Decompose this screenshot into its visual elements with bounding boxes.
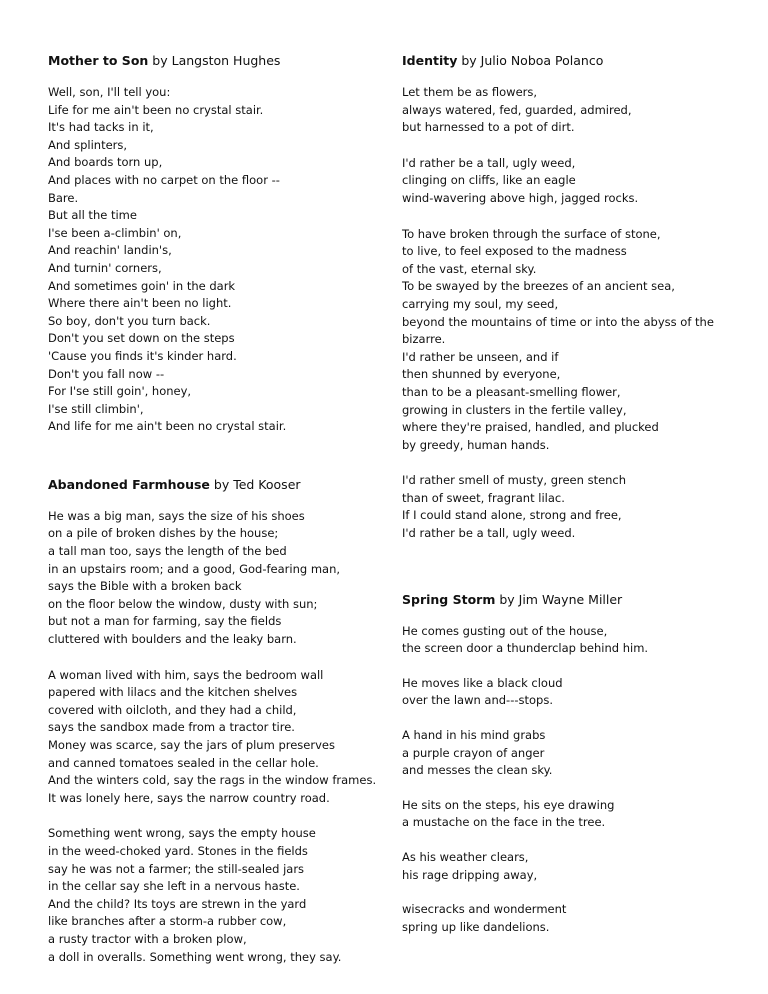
poem-line: and canned tomatoes sealed in the cellar hole. — [48, 755, 319, 770]
poem-line: wind-wavering above high, jagged rocks. — [402, 190, 639, 205]
poem-line: He sits on the steps, his eye drawing — [402, 797, 615, 812]
poem-line: Bare. — [48, 190, 79, 205]
poem-byline: by Julio Noboa Polanco — [461, 53, 604, 68]
poem-line: by greedy, human hands. — [402, 437, 550, 452]
poem-line: I'se still climbin', — [48, 401, 144, 416]
stanza — [402, 155, 722, 208]
poem-heading — [48, 52, 378, 70]
poem-line: It's had tacks in it, — [48, 120, 154, 135]
poem-line: carrying my soul, my seed, — [402, 296, 559, 311]
poem-line: beyond the mountains of time or into the abyss of the bizarre. — [402, 314, 714, 347]
stanza — [402, 849, 722, 884]
poem-line: Don't you fall now -- — [48, 366, 165, 381]
poem-line: than of sweet, fragrant lilac. — [402, 490, 565, 505]
poem-line: then shunned by everyone, — [402, 367, 561, 382]
poem-line: He moves like a black cloud — [402, 675, 563, 690]
poem-line: And boards torn up, — [48, 155, 163, 170]
poem-line: says the sandbox made from a tractor tire. — [48, 720, 295, 735]
poem-line: a rusty tractor with a broken plow, — [48, 931, 247, 946]
poem-line: a purple crayon of anger — [402, 745, 545, 760]
poem-line: a mustache on the face in the tree. — [402, 815, 606, 830]
poem-line: spring up like dandelions. — [402, 919, 550, 934]
poem-line: I'd rather smell of musty, green stench — [402, 473, 627, 488]
poem-line: over the lawn and---stops. — [402, 693, 553, 708]
poem-line: So boy, don't you turn back. — [48, 313, 211, 328]
poem-line: To be swayed by the breezes of an ancient sea, — [402, 279, 675, 294]
poem-line: to live, to feel exposed to the madness — [402, 244, 627, 259]
poem-line: Let them be as flowers, — [402, 85, 538, 99]
poem-identity — [402, 52, 722, 543]
poem-line: of the vast, eternal sky. — [402, 261, 537, 276]
poem-line: Where there ain't been no light. — [48, 296, 232, 311]
stanza — [402, 472, 722, 542]
poem-line: wisecracks and wonderment — [402, 902, 567, 917]
poem-line: And life for me ain't been no crystal stair. — [48, 419, 287, 434]
poem-line: a doll in overalls. Something went wrong, they say. — [48, 949, 342, 964]
poem-line: And splinters, — [48, 137, 128, 152]
poem-title: Mother to Son — [48, 53, 149, 68]
poem-line: says the Bible with a broken back — [48, 579, 242, 594]
stanza — [48, 84, 378, 436]
stanza — [402, 226, 722, 455]
poem-line: papered with lilacs and the kitchen shelves — [48, 685, 298, 700]
poem-line: I'se been a-climbin' on, — [48, 225, 182, 240]
poem-line: like branches after a storm-a rubber cow, — [48, 914, 287, 929]
poem-line: He was a big man, says the size of his shoes — [48, 508, 305, 523]
poem-line: on a pile of broken dishes by the house; — [48, 526, 279, 541]
poem-line: in an upstairs room; and a good, God-fearing man, — [48, 561, 341, 576]
poem-line: I'd rather be a tall, ugly weed. — [402, 526, 576, 541]
poem-line: covered with oilcloth, and they had a child, — [48, 702, 297, 717]
poem-line: but harnessed to a pot of dirt. — [402, 120, 575, 135]
poem-line: If I could stand alone, strong and free, — [402, 508, 622, 523]
poem-heading — [402, 52, 722, 70]
poem-heading — [48, 476, 378, 494]
poem-line: I'd rather be a tall, ugly weed, — [402, 155, 576, 170]
stanza — [402, 901, 722, 936]
poem-line: A woman lived with him, says the bedroom wall — [48, 667, 324, 682]
poem-line: a tall man too, says the length of the bed — [48, 544, 287, 559]
poem-line: his rage dripping away, — [402, 867, 538, 882]
poem-line: It was lonely here, says the narrow country road. — [48, 790, 330, 805]
poem-mother-to-son — [48, 52, 378, 436]
poem-title: Abandoned Farmhouse — [48, 476, 210, 492]
poem-line: the screen door a thunderclap behind him. — [402, 641, 649, 656]
poem-line: clinging on cliffs, like an eagle — [402, 173, 576, 188]
poem-line: He comes gusting out of the house, — [402, 623, 608, 638]
stanza — [402, 84, 722, 137]
poem-line: Life for me ain't been no crystal stair. — [48, 102, 264, 117]
stanza — [48, 667, 378, 808]
poem-byline: by Langston Hughes — [152, 53, 281, 68]
poem-line: Well, son, I'll tell you: — [48, 85, 171, 99]
poem-line: And the winters cold, say the rags in the window frames. — [48, 773, 377, 788]
poem-line: And places with no carpet on the floor -- — [48, 172, 280, 187]
poem-line: but not a man for farming, say the fields — [48, 614, 282, 629]
poem-line: than to be a pleasant-smelling flower, — [402, 384, 621, 399]
poem-line: For I'se still goin', honey, — [48, 384, 192, 399]
poem-byline: by Jim Wayne Miller — [499, 591, 623, 607]
poem-line: A hand in his mind grabs — [402, 728, 546, 743]
poem-line: growing in clusters in the fertile valley, — [402, 402, 627, 417]
poem-line: cluttered with boulders and the leaky barn. — [48, 632, 297, 647]
poem-title: Spring Storm — [402, 591, 496, 607]
poem-line: Money was scarce, say the jars of plum preserves — [48, 738, 335, 752]
poem-line: in the cellar say she left in a nervous haste. — [48, 879, 300, 894]
stanza — [402, 675, 722, 710]
poem-line: say he was not a farmer; the still-sealed jars — [48, 861, 305, 876]
right-column — [402, 52, 722, 953]
stanza — [402, 797, 722, 832]
poem-line: As his weather clears, — [402, 850, 529, 864]
poem-spring-storm — [402, 591, 722, 937]
poem-line: on the floor below the window, dusty with sun; — [48, 596, 318, 611]
poem-byline: by Ted Kooser — [213, 476, 301, 492]
poem-heading — [402, 591, 722, 609]
poem-line: where they're praised, handled, and plucked — [402, 420, 659, 435]
poem-line: Don't you set down on the steps — [48, 331, 235, 346]
poem-line: And sometimes goin' in the dark — [48, 278, 236, 293]
poem-line: Something went wrong, says the empty house — [48, 826, 316, 841]
poem-line: in the weed-choked yard. Stones in the fields — [48, 843, 308, 858]
poem-line: and messes the clean sky. — [402, 763, 553, 778]
stanza — [402, 623, 722, 658]
stanza — [48, 508, 378, 649]
poem-line: To have broken through the surface of stone, — [402, 226, 661, 241]
poem-line: I'd rather be unseen, and if — [402, 349, 559, 364]
poem-line: And reachin' landin's, — [48, 243, 172, 258]
poem-title: Identity — [402, 53, 458, 68]
poem-line: And the child? Its toys are strewn in the yard — [48, 896, 307, 911]
stanza — [402, 727, 722, 780]
poem-line: always watered, fed, guarded, admired, — [402, 102, 632, 117]
poem-line: 'Cause you finds it's kinder hard. — [48, 348, 237, 363]
left-column — [48, 52, 378, 984]
poem-abandoned-farmhouse — [48, 476, 378, 966]
poem-line: And turnin' corners, — [48, 260, 162, 275]
poem-line: But all the time — [48, 208, 137, 223]
stanza — [48, 825, 378, 966]
